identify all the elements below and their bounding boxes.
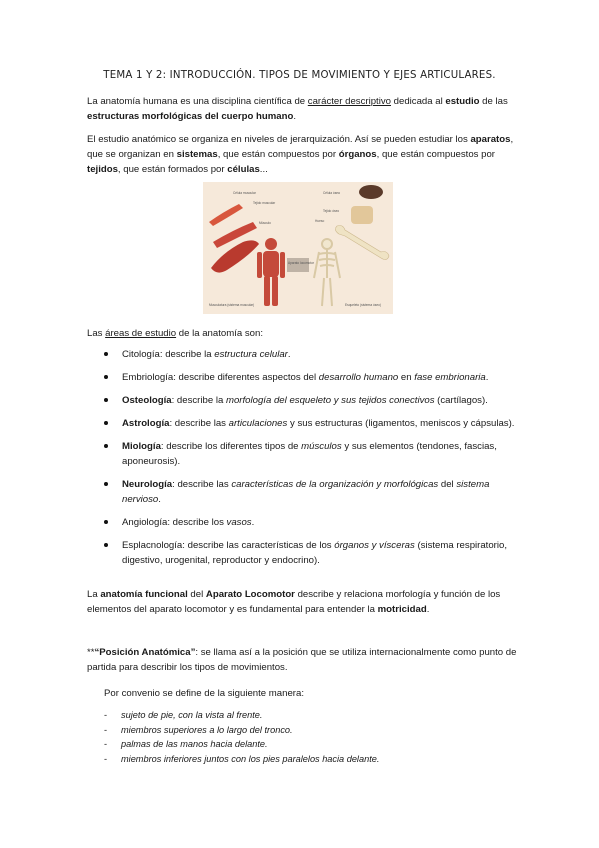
fig-label-4: Músculo	[259, 221, 271, 225]
fig-label-7: Musculatura (sistema muscular)	[209, 303, 255, 307]
bullet-icon	[104, 398, 108, 402]
list-item: Esplacnología: describe las características de los órganos y vísceras (sistema respiratorio, digestivo, urogenital, reproductor y endocrino).	[104, 538, 524, 568]
bullet-icon	[104, 375, 108, 379]
skeleton-body-shape	[314, 239, 340, 306]
list-item: Embriología: describe diferentes aspectos del desarrollo humano en fase embrionaria.	[104, 370, 524, 385]
anatomical-position-paragraph: **“Posición Anatómica”: se llama así a la posición que se utiliza internacionalmente como punto de partida para describir los tipos de movimientos.	[87, 647, 517, 673]
fig-label-3: Tejido óseo	[323, 209, 340, 213]
muscle-cell-shape	[209, 204, 243, 226]
convention-text: Por convenio se define de la siguiente manera:	[104, 688, 304, 699]
fig-label-2: Tejido muscular	[253, 201, 276, 205]
anatomy-hierarchy-figure	[203, 182, 393, 314]
muscular-body-shape	[257, 238, 285, 306]
position-list	[104, 708, 524, 766]
areas-list	[104, 347, 524, 576]
functional-paragraph: La anatomía funcional del Aparato Locomotor describe y relaciona morfología y función de los elementos del aparato locomotor y es fundamental para entender la motricidad.	[87, 589, 501, 615]
anatomy-illustration	[203, 182, 393, 314]
list-item: Citología: describe la estructura celular.	[104, 347, 524, 362]
bullet-icon	[104, 543, 108, 547]
fig-label-5: Hueso	[315, 219, 325, 223]
bullet-icon	[104, 520, 108, 524]
list-item: - miembros inferiores juntos con los pies paralelos hacia delante.	[104, 753, 380, 764]
list-item: Angiología: describe los vasos.	[104, 515, 524, 530]
list-item: Osteología: describe la morfología del esqueleto y sus tejidos conectivos (cartílagos).	[104, 393, 524, 408]
intro-paragraph: La anatomía humana es una disciplina científica de carácter descriptivo dedicada al estudio de las estructuras morfológicas del cuerpo humano.	[87, 96, 508, 122]
list-item: - palmas de las manos hacia delante.	[104, 739, 268, 749]
bone-tissue-shape	[351, 206, 373, 224]
bullet-icon	[104, 352, 108, 356]
list-item: Miología: describe los diferentes tipos de músculos y sus elementos (tendones, fascias, aponeurosis).	[104, 439, 524, 469]
fig-label-0: Célula muscular	[233, 191, 256, 195]
fig-label-8: Esqueleto (sistema óseo)	[345, 303, 381, 307]
list-item: - miembros superiores a lo largo del tronco.	[104, 724, 293, 735]
fig-label-6: Aparato locomotor	[288, 261, 315, 265]
list-item: Astrología: describe las articulaciones y sus estructuras (ligamentos, meniscos y cápsulas).	[104, 416, 524, 431]
bullet-icon	[104, 444, 108, 448]
list-item: - sujeto de pie, con la vista al frente.	[104, 710, 263, 720]
bullet-icon	[104, 482, 108, 486]
fig-label-1: Célula ósea	[323, 191, 340, 195]
list-item: Neurología: describe las características de la organización y morfológicas del sistema nervioso.	[104, 477, 524, 507]
bullet-icon	[104, 421, 108, 425]
bone-shape	[335, 226, 389, 260]
areas-intro: Las áreas de estudio de la anatomía son:	[87, 328, 264, 339]
levels-paragraph: El estudio anatómico se organiza en niveles de jerarquización. Así se pueden estudiar los aparatos, que se organizan en sistemas, que están compuestos por órganos, que están compuestos por tejidos, que están formados por células...	[87, 134, 514, 175]
bone-cell-shape	[359, 185, 383, 199]
document-title: TEMA 1 Y 2: INTRODUCCIÓN. TIPOS DE MOVIMIENTO Y EJES ARTICULARES.	[103, 70, 496, 81]
